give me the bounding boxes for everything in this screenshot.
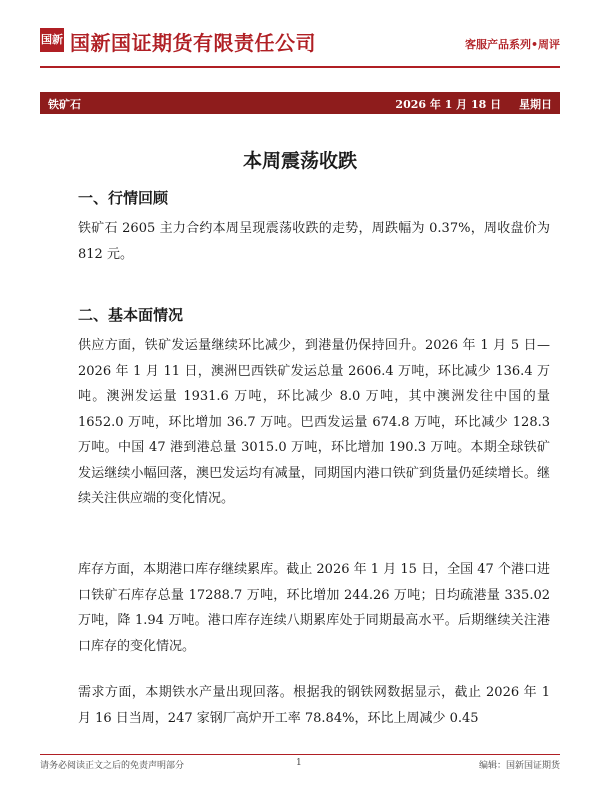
supply-paragraph: 供应方面，铁矿发运量继续环比减少，到港量仍保持回升。2026 年 1 月 5 日—2026 年 1 月 11 日，澳洲巴西铁矿发运总量 2606.4 万吨，环比减少 136.4 万吨。澳洲发运量 1931.6 万吨，环比减少 8.0 万吨，其中澳洲发往中国的量 1652.0 万吨，环比增加 36.7 万吨。巴西发运量 674.8 万吨，环比减少 128.3 万吨。中国 47 港到港总量 3015.0 万吨，环比增加 190.3 万吨。本期全球铁矿发运继续小幅回落，澳巴发运均有减量，同期国内港口铁矿到货量仍延续增长。继续关注供应端的变化情况。 (78, 338, 550, 506)
page-header (40, 24, 560, 60)
footer-editor: 编辑：国新国证期货 (478, 761, 560, 771)
footer-disclaimer: 请务必阅读正文之后的免责声明部分 (40, 761, 185, 771)
product-series: 客服产品系列•周评 (464, 38, 560, 51)
review-paragraph: 铁矿石 2605 主力合约本周呈现震荡收跌的走势，周跌幅为 0.37%，周收盘价为 812 元。 (78, 221, 550, 262)
demand-paragraph: 需求方面，本期铁水产量出现回落。根据我的钢铁网数据显示，截止 2026 年 1 月 16 日当周，247 家钢厂高炉开工率 78.84%，环比上周减少 0.45 (78, 685, 550, 726)
section-heading-fundamentals: 二、基本面情况 (78, 306, 184, 324)
report-category: 铁矿石 (48, 98, 81, 111)
inventory-paragraph: 库存方面，本期港口库存继续累库。截止 2026 年 1 月 15 日，全国 47 个港口进口铁矿石库存总量 17288.7 万吨，环比增加 244.26 万吨；日均疏港量 335.02 万吨，降 1.94 万吨。港口库存连续八期累库处于同期最高水平。后期继续关注港口库存的变化情况。 (78, 562, 550, 654)
report-date-group (381, 96, 552, 112)
header-divider (40, 66, 560, 68)
report-weekday: 星期日 (519, 98, 552, 111)
company-name: 国新国证期货有限责任公司 (70, 31, 316, 55)
section-heading-review: 一、行情回顾 (78, 189, 169, 207)
company-logo: 国新 (40, 28, 64, 52)
report-date: 2026 年 1 月 18 日 (395, 98, 502, 111)
page-number: 1 (296, 758, 302, 768)
footer-divider (40, 754, 560, 755)
page-title: 本周震荡收跌 (242, 150, 357, 172)
report-info-bar (40, 92, 560, 114)
